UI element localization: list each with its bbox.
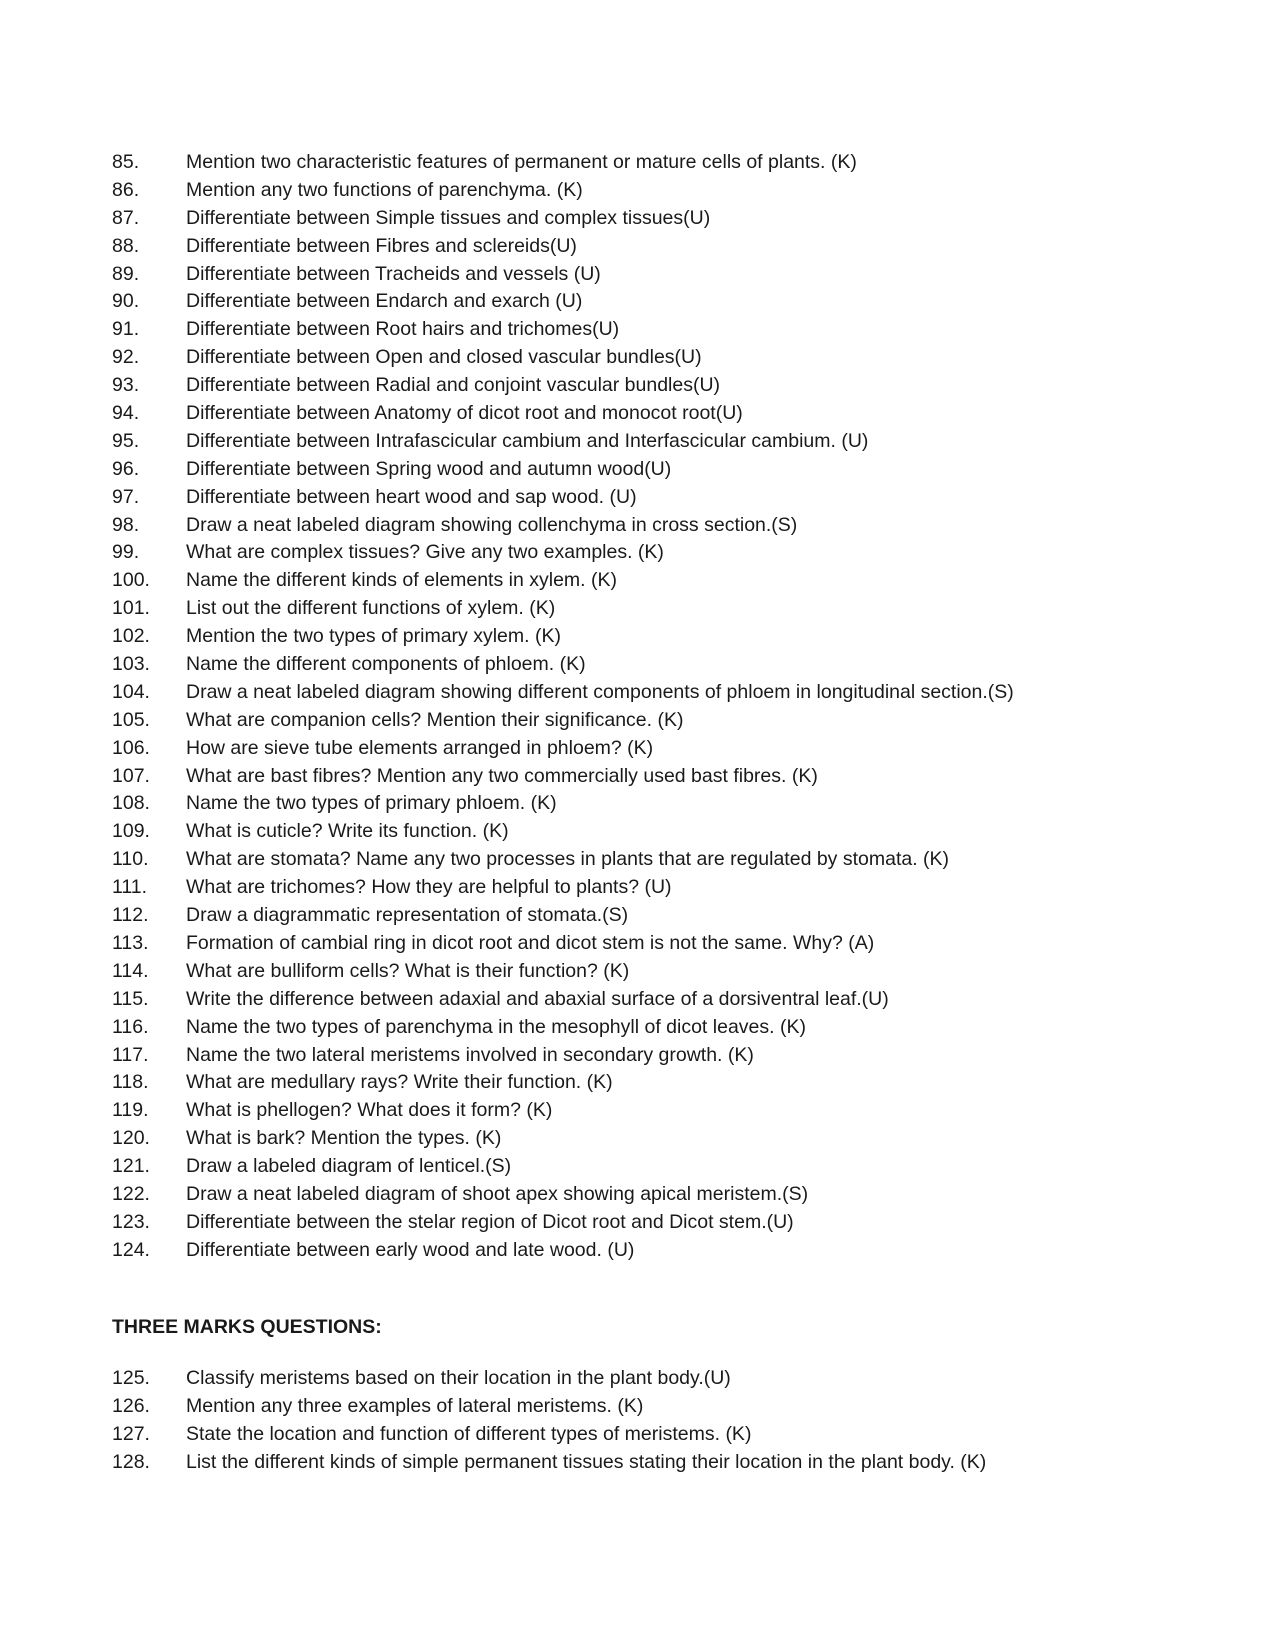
- question-number: 114.: [112, 959, 149, 982]
- question-item: [112, 1097, 1232, 1125]
- question-number: 116.: [112, 1015, 149, 1038]
- question-text: What are bast fibres? Mention any two commercially used bast fibres. (K): [186, 764, 818, 787]
- question-number: 117.: [112, 1043, 149, 1066]
- question-number: 109.: [112, 820, 150, 843]
- question-item: [112, 484, 1232, 512]
- question-text: Differentiate between Fibres and sclereids(U): [186, 234, 577, 257]
- question-number: 100.: [112, 569, 150, 592]
- question-item: [112, 1125, 1232, 1153]
- question-item: [112, 679, 1232, 707]
- question-text: List out the different functions of xylem. (K): [186, 597, 556, 620]
- question-item: [112, 400, 1232, 428]
- question-number: 87.: [112, 206, 140, 229]
- question-item: [112, 763, 1232, 791]
- question-number: 92.: [112, 346, 140, 369]
- question-item: [112, 1153, 1232, 1181]
- question-item: [112, 1393, 1232, 1421]
- question-text: Mention any three examples of lateral meristems. (K): [186, 1394, 644, 1417]
- question-number: 107.: [112, 764, 150, 787]
- question-text: Mention any two functions of parenchyma. (K): [186, 178, 583, 201]
- question-text: Name the different components of phloem. (K): [186, 653, 586, 676]
- question-number: 118.: [112, 1071, 149, 1094]
- question-number: 102.: [112, 625, 150, 648]
- question-number: 122.: [112, 1182, 150, 1205]
- question-number: 113.: [112, 931, 149, 954]
- question-item: [112, 149, 1232, 177]
- question-text: Name the two lateral meristems involved in secondary growth. (K): [186, 1043, 754, 1066]
- question-text: What are complex tissues? Give any two examples. (K): [186, 541, 664, 564]
- question-number: 112.: [112, 904, 149, 927]
- question-item: [112, 707, 1232, 735]
- question-text: Differentiate between Simple tissues and complex tissues(U): [186, 206, 711, 229]
- question-item: [112, 735, 1232, 763]
- question-number: 89.: [112, 262, 140, 285]
- question-text: What is cuticle? Write its function. (K): [186, 820, 509, 843]
- question-item: [112, 846, 1232, 874]
- question-text: What are stomata? Name any two processes in plants that are regulated by stomata. (K): [186, 848, 950, 871]
- question-list-two-marks: [112, 149, 1232, 1265]
- question-number: 119.: [112, 1099, 149, 1122]
- question-number: 88.: [112, 234, 140, 257]
- question-text: Differentiate between Anatomy of dicot root and monocot root(U): [186, 402, 743, 425]
- question-text: Formation of cambial ring in dicot root and dicot stem is not the same. Why? (A): [186, 931, 875, 954]
- question-text: What are bulliform cells? What is their function? (K): [186, 959, 630, 982]
- question-number: 106.: [112, 736, 150, 759]
- question-number: 125.: [112, 1367, 150, 1389]
- question-text: Draw a labeled diagram of lenticel.(S): [186, 1155, 512, 1178]
- question-item: [112, 958, 1232, 986]
- question-text: What are companion cells? Mention their significance. (K): [186, 708, 684, 731]
- question-number: 126.: [112, 1394, 150, 1417]
- question-text: Mention the two types of primary xylem. (K): [186, 625, 561, 648]
- question-number: 115.: [112, 987, 149, 1010]
- question-text: Differentiate between the stelar region of Dicot root and Dicot stem.(U): [186, 1210, 794, 1233]
- question-item: [112, 1069, 1232, 1097]
- question-number: 93.: [112, 374, 140, 397]
- question-number: 91.: [112, 318, 140, 341]
- question-item: [112, 930, 1232, 958]
- question-item: [112, 595, 1232, 623]
- question-item: [112, 790, 1232, 818]
- question-number: 99.: [112, 541, 140, 564]
- question-item: [112, 1449, 1232, 1477]
- question-text: Write the difference between adaxial and abaxial surface of a dorsiventral leaf.(U): [186, 987, 889, 1010]
- question-item: [112, 288, 1232, 316]
- question-item: [112, 428, 1232, 456]
- question-number: 121.: [112, 1155, 150, 1178]
- question-item: [112, 177, 1232, 205]
- question-item: [112, 205, 1232, 233]
- question-number: 123.: [112, 1210, 150, 1233]
- question-number: 90.: [112, 290, 140, 313]
- question-text: What are trichomes? How they are helpful to plants? (U): [186, 876, 672, 899]
- question-item: [112, 651, 1232, 679]
- question-item: [112, 372, 1232, 400]
- question-item: [112, 1042, 1232, 1070]
- question-list-three-marks: [112, 1365, 1232, 1477]
- question-text: Classify meristems based on their location in the plant body.(U): [186, 1367, 731, 1389]
- question-text: List the different kinds of simple permanent tissues stating their location in the plant body. (K): [186, 1450, 987, 1473]
- question-number: 124.: [112, 1238, 150, 1261]
- question-item: [112, 567, 1232, 595]
- question-text: Name the two types of parenchyma in the mesophyll of dicot leaves. (K): [186, 1015, 806, 1038]
- question-text: Mention two characteristic features of permanent or mature cells of plants. (K): [186, 151, 857, 173]
- question-item: [112, 344, 1232, 372]
- question-number: 86.: [112, 178, 140, 201]
- question-number: 127.: [112, 1422, 150, 1445]
- question-text: Differentiate between heart wood and sap wood. (U): [186, 485, 637, 508]
- question-item: [112, 1014, 1232, 1042]
- question-number: 105.: [112, 708, 150, 731]
- question-item: [112, 456, 1232, 484]
- question-text: Differentiate between Radial and conjoint vascular bundles(U): [186, 374, 721, 397]
- question-item: [112, 316, 1232, 344]
- question-item: [112, 1237, 1232, 1265]
- question-item: [112, 1209, 1232, 1237]
- question-item: [112, 1365, 1232, 1393]
- question-text: What is phellogen? What does it form? (K): [186, 1099, 553, 1122]
- question-number: 94.: [112, 402, 140, 425]
- question-text: Name the two types of primary phloem. (K): [186, 792, 557, 815]
- question-number: 111.: [112, 876, 148, 899]
- question-text: What are medullary rays? Write their function. (K): [186, 1071, 613, 1094]
- question-number: 85.: [112, 151, 140, 173]
- question-text: State the location and function of different types of meristems. (K): [186, 1422, 752, 1445]
- question-item: [112, 1421, 1232, 1449]
- question-item: [112, 261, 1232, 289]
- section-heading: THREE MARKS QUESTIONS:: [112, 1316, 382, 1338]
- question-item: [112, 539, 1232, 567]
- question-item: [112, 874, 1232, 902]
- question-text: Name the different kinds of elements in xylem. (K): [186, 569, 617, 592]
- question-text: Differentiate between Intrafascicular cambium and Interfascicular cambium. (U): [186, 429, 869, 452]
- question-item: [112, 818, 1232, 846]
- question-text: Differentiate between Open and closed vascular bundles(U): [186, 346, 702, 369]
- question-text: Differentiate between Endarch and exarch (U): [186, 290, 583, 313]
- question-number: 101.: [112, 597, 150, 620]
- question-text: What is bark? Mention the types. (K): [186, 1127, 502, 1150]
- question-number: 108.: [112, 792, 150, 815]
- question-text: Differentiate between Spring wood and autumn wood(U): [186, 457, 672, 480]
- question-number: 95.: [112, 429, 140, 452]
- question-item: [112, 986, 1232, 1014]
- question-text: Differentiate between Tracheids and vessels (U): [186, 262, 601, 285]
- question-text: Differentiate between Root hairs and trichomes(U): [186, 318, 620, 341]
- question-item: [112, 1181, 1232, 1209]
- question-number: 96.: [112, 457, 140, 480]
- question-text: Draw a diagrammatic representation of stomata.(S): [186, 904, 629, 927]
- question-item: [112, 623, 1232, 651]
- question-text: How are sieve tube elements arranged in phloem? (K): [186, 736, 654, 759]
- question-text: Differentiate between early wood and late wood. (U): [186, 1238, 635, 1261]
- question-number: 110.: [112, 848, 149, 871]
- question-text: Draw a neat labeled diagram showing different components of phloem in longitudinal section.(S): [186, 680, 1014, 703]
- question-item: [112, 233, 1232, 261]
- question-number: 98.: [112, 513, 140, 536]
- question-number: 103.: [112, 653, 150, 676]
- question-number: 104.: [112, 680, 150, 703]
- question-number: 120.: [112, 1127, 150, 1150]
- question-number: 128.: [112, 1450, 150, 1473]
- question-number: 97.: [112, 485, 140, 508]
- question-item: [112, 512, 1232, 540]
- question-text: Draw a neat labeled diagram showing collenchyma in cross section.(S): [186, 513, 798, 536]
- question-item: [112, 902, 1232, 930]
- question-text: Draw a neat labeled diagram of shoot apex showing apical meristem.(S): [186, 1182, 809, 1205]
